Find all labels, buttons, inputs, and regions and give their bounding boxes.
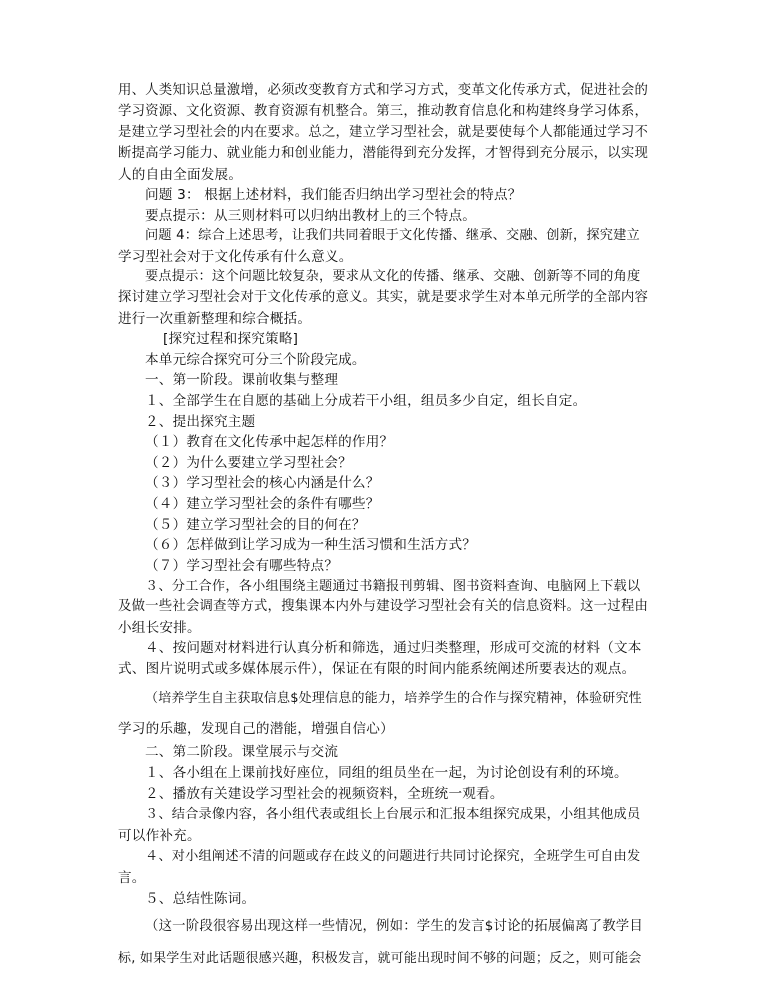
sub-list-item: （２）为什么要建立学习型社会？ <box>145 455 352 471</box>
list-item: １、各小组在上课前找好座位，同组的组员坐在一起，为讨论创设有利的环境。 <box>145 765 628 781</box>
list-item: ２、播放有关建设学习型社会的视频资料，全班统一观看。 <box>145 786 504 802</box>
text-line: 本单元综合探究可分三个阶段完成。 <box>145 352 366 368</box>
question-3: 问题 3： 根据上述材料，我们能否归纳出学习型社会的特点？ <box>145 187 522 203</box>
list-item: １、全部学生在自愿的基础上分成若干小组，组员多少自定，组长自定。 <box>145 393 587 409</box>
sub-list-item: （４）建立学习型社会的条件有哪些？ <box>145 496 380 512</box>
stage-heading: 一、第一阶段。课前收集与整理 <box>145 372 339 388</box>
sub-list-item: （７）学习型社会有哪些特点？ <box>145 558 339 574</box>
text-line: 是建立学习型社会的内在要求。总之，建立学习型社会，就是要使每个人都能通过学习不 <box>118 125 649 140</box>
question-4: 问题 4：综合上述思考，让我们共同着眼于文化传播、继承、交融、创新，探究建立 <box>145 228 640 243</box>
note-line: 学习的乐趣，发现自己的潜能，增强自信心） <box>118 721 394 737</box>
hint-line: 要点提示：这个问题比较复杂，要求从文化的传播、继承、交融、创新等不同的角度 <box>145 269 641 284</box>
text-line: 小组长安排。 <box>118 620 201 636</box>
note-line: （培养学生自主获取信息$处理信息的能力，培养学生的合作与探究精神，体验研究性 <box>145 691 642 706</box>
text-line: 探讨建立学习型社会对于文化传承的意义。其实，就是要求学生对本单元所学的全部内容 <box>118 290 649 305</box>
text-line: 学习资源、文化资源、教育资源有机整合。第三，推动教育信息化和构建终身学习体系， <box>118 104 649 119</box>
stage-heading: 二、第二阶段。课堂展示与交流 <box>145 744 339 760</box>
text-line: 及做一些社会调查等方式，搜集课本内外与建设学习型社会有关的信息资料。这一过程由 <box>118 599 649 614</box>
text-line: 断提高学习能力、就业能力和创业能力，潜能得到充分发挥，才智得到充分展示，以实现 <box>118 146 649 161</box>
text-line: 可以作补充。 <box>118 828 201 844</box>
list-item: ４、按问题对材料进行认真分析和筛选，通过归类整理，形成可交流的材料（文本 <box>145 640 642 656</box>
text-line: 学习型社会对于文化传承有什么意义。 <box>118 249 353 265</box>
section-heading: [探究过程和探究策略] <box>163 331 299 347</box>
sub-list-item: （３）学习型社会的核心内涵是什么？ <box>145 475 380 491</box>
list-item: ５、总结性陈词。 <box>145 891 256 907</box>
sub-list-item: （１）教育在文化传承中起怎样的作用？ <box>145 434 394 450</box>
text-line: 式、图片说明式或多媒体展示件），保证在有限的时间内能系统阐述所要表达的观点。 <box>118 661 636 677</box>
list-item: ３、分工合作，各小组围绕主题通过书籍报刊剪辑、图书资料查询、电脑网上下载以 <box>145 579 641 594</box>
note-line: 标, 如果学生对此话题很感兴趣，积极发言，就可能出现时间不够的问题；反之，则可能会 <box>118 951 642 966</box>
sub-list-item: （５）建立学习型社会的目的何在？ <box>145 517 366 533</box>
note-line: （这一阶段很容易出现这样一些情况，例如：学生的发言$讨论的拓展偏离了教学目 <box>145 919 643 934</box>
list-item: ３、结合录像内容，各小组代表或组长上台展示和汇报本组探究成果，小组其他成员 <box>145 807 641 822</box>
sub-list-item: （６）怎样做到让学习成为一种生活习惯和生活方式？ <box>145 537 477 553</box>
list-item: ４、对小组阐述不清的问题或存在歧义的问题进行共同讨论探究，全班学生可自由发 <box>145 849 641 864</box>
text-line: 用、人类知识总量激增，必须改变教育方式和学习方式，变革文化传承方式，促进社会的 <box>118 83 649 98</box>
list-item: ２、提出探究主题 <box>145 414 256 430</box>
text-line: 进行一次重新整理和综合概括。 <box>118 311 312 327</box>
text-line: 言。 <box>118 870 146 886</box>
text-line: 人的自由全面发展。 <box>118 167 243 183</box>
hint-line: 要点提示：从三则材料可以归纳出教材上的三个特点。 <box>145 208 477 224</box>
